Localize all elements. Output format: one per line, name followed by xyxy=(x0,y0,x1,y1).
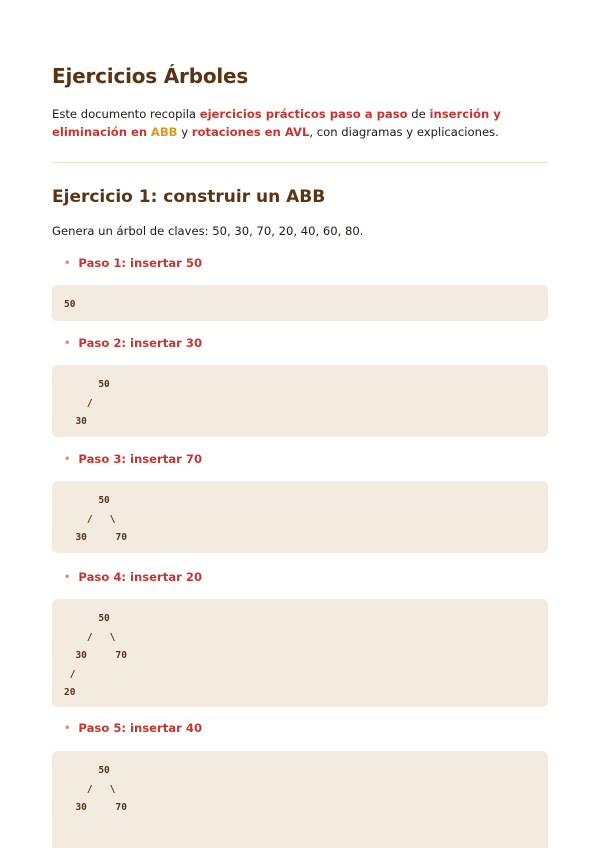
step-5-label: Paso 5: insertar 40 xyxy=(78,721,203,735)
intro-highlight: rotaciones en AVL xyxy=(191,125,310,139)
step-4-diagram: 50 / \ 30 70 / 20 xyxy=(64,613,127,698)
step-4-code-block xyxy=(52,599,548,707)
step-1-code-block xyxy=(52,285,548,321)
intro-text: y xyxy=(177,125,192,139)
step-3-code-block xyxy=(52,481,548,553)
step-5-code-block xyxy=(52,751,548,848)
step-3-label: Paso 3: insertar 70 xyxy=(78,452,203,466)
exercise-1-title: Ejercicio 1: construir un ABB xyxy=(52,187,326,207)
step-5-heading xyxy=(64,721,202,735)
bullet-icon: • xyxy=(64,454,71,465)
section-divider xyxy=(52,162,548,163)
step-2-code-block xyxy=(52,365,548,437)
step-2-heading xyxy=(64,336,202,350)
intro-paragraph xyxy=(52,105,548,141)
bullet-icon: • xyxy=(64,723,71,734)
document-title: Ejercicios Árboles xyxy=(52,64,249,88)
step-1-label: Paso 1: insertar 50 xyxy=(78,256,203,270)
intro-highlight: ejercicios prácticos paso a paso xyxy=(199,107,408,121)
bullet-icon: • xyxy=(64,572,71,583)
intro-text: , con diagramas y explicaciones. xyxy=(309,125,499,139)
intro-text: Este documento recopila xyxy=(52,107,200,121)
step-4-label: Paso 4: insertar 20 xyxy=(78,570,203,584)
exercise-1-description: Genera un árbol de claves: 50, 30, 70, 20, 40, 60, 80. xyxy=(52,224,364,238)
intro-highlight-abb: ABB xyxy=(150,125,178,139)
step-3-heading xyxy=(64,452,202,466)
step-1-diagram: 50 xyxy=(64,299,76,310)
bullet-icon: • xyxy=(64,258,71,269)
intro-highlight: inserción y eliminación en xyxy=(52,107,501,139)
intro-text: de xyxy=(407,107,430,121)
step-5-diagram: 50 / \ 30 70 xyxy=(75,765,127,813)
step-2-label: Paso 2: insertar 30 xyxy=(78,336,203,350)
step-1-heading xyxy=(64,256,202,270)
bullet-icon: • xyxy=(64,338,71,349)
step-4-heading xyxy=(64,570,202,584)
step-2-diagram: 50 / 30 xyxy=(75,379,110,427)
step-3-diagram: 50 / \ 30 70 xyxy=(75,495,127,543)
